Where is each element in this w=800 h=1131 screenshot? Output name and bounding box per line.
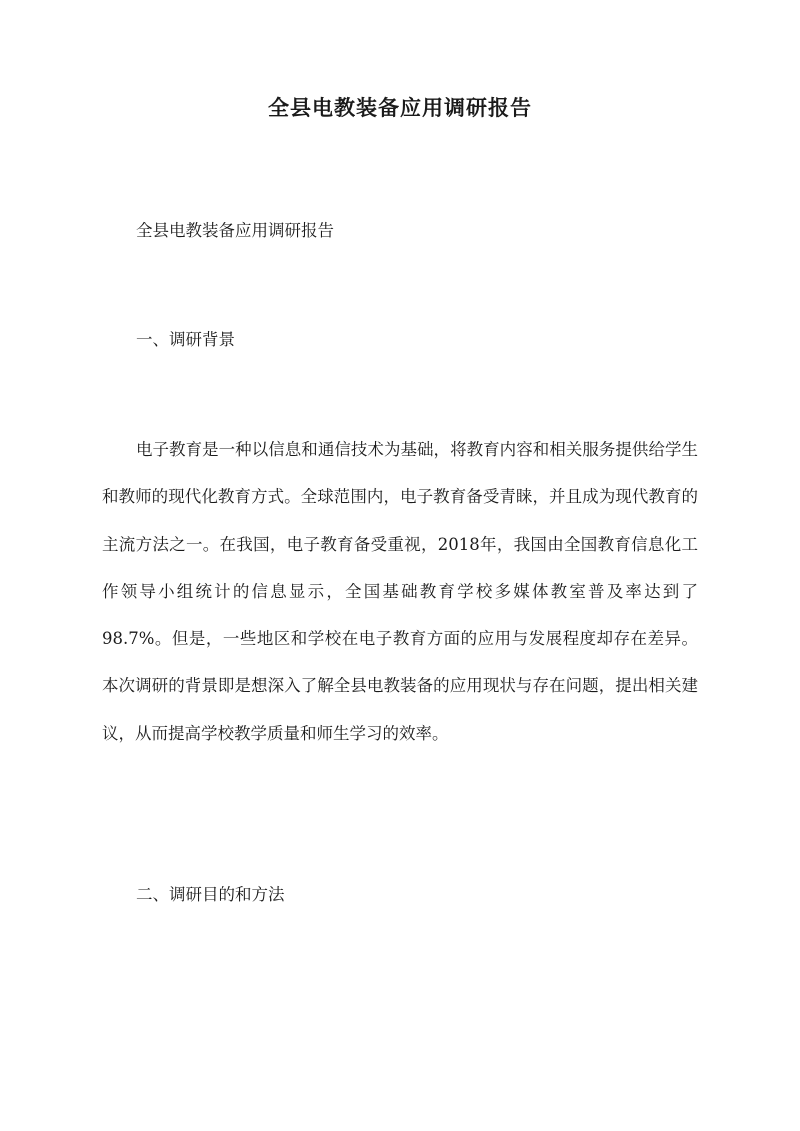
section-heading-purpose-method: 二、调研目的和方法 <box>136 885 285 904</box>
section-paragraph-background: 电子教育是一种以信息和通信技术为基础，将教育内容和相关服务提供给学生和教师的现代化教育方式。全球范围内，电子教育备受青睐，并且成为现代教育的主流方法之一。在我国，电子教育备受重视，2018年，我国由全国教育信息化工作领导小组统计的信息显示，全国基础教育学校多媒体教室普及率达到了98.7%。但是，一些地区和学校在电子教育方面的应用与发展程度却存在差异。本次调研的背景即是想深入了解全县电教装备的应用现状与存在问题，提出相关建议，从而提高学校教学质量和师生学习的效率。 <box>102 440 698 743</box>
document-title: 全县电教装备应用调研报告 <box>268 95 532 120</box>
document-subtitle: 全县电教装备应用调研报告 <box>136 221 334 240</box>
section-heading-background: 一、调研背景 <box>136 330 235 349</box>
